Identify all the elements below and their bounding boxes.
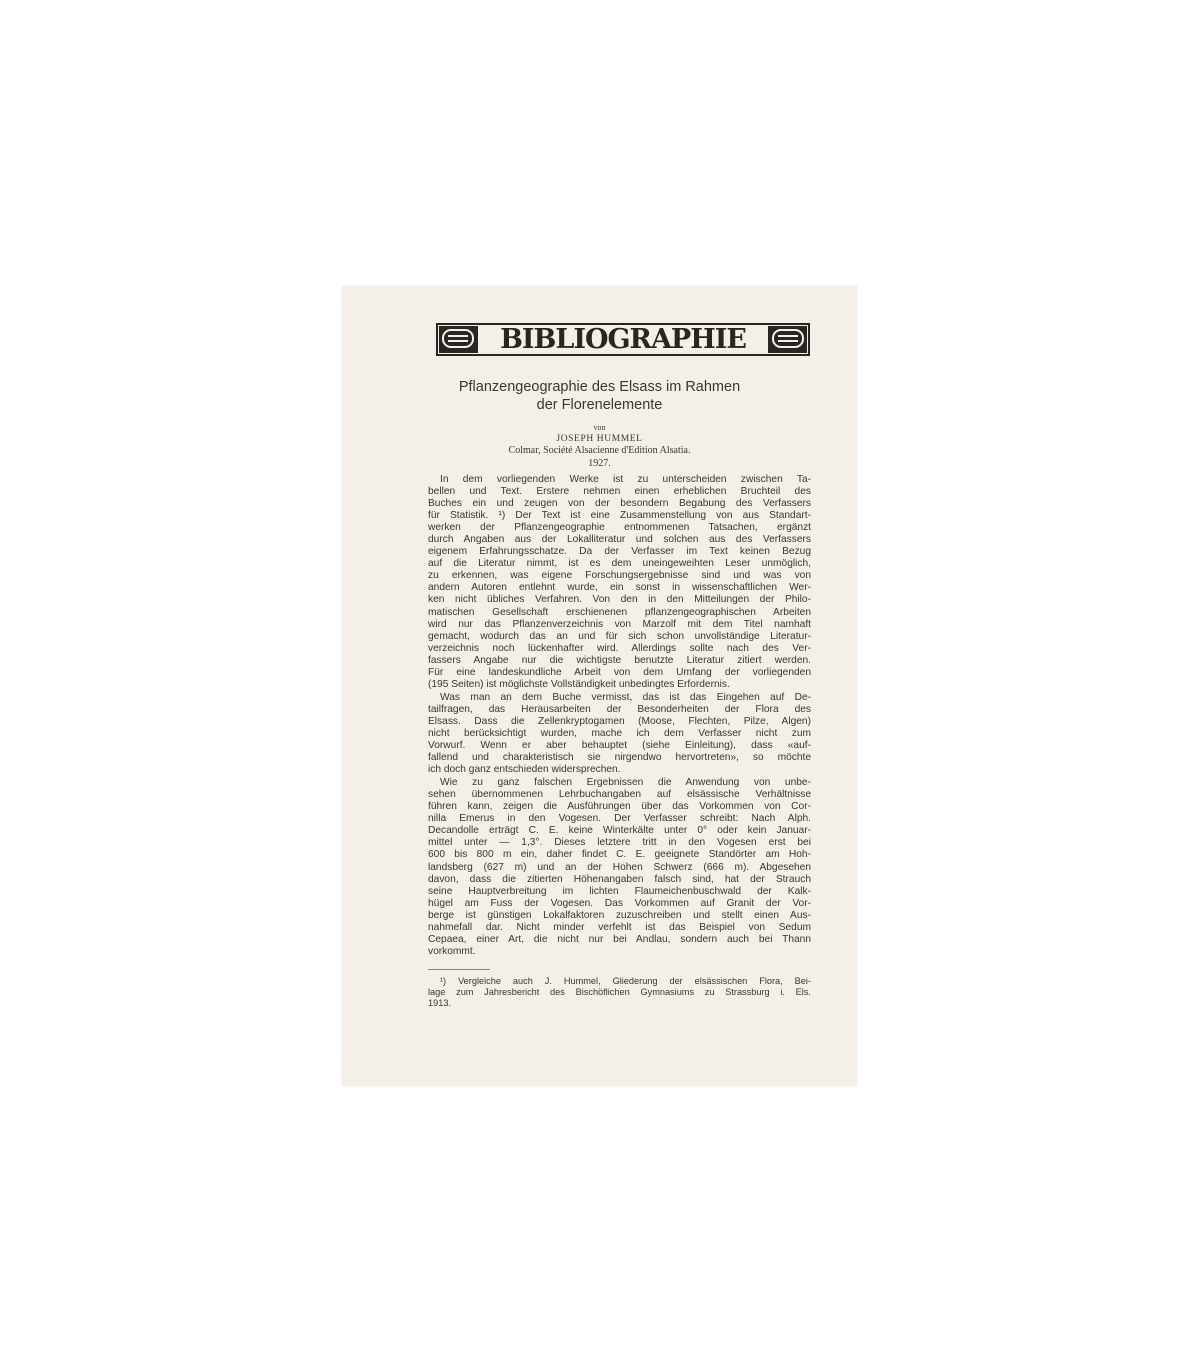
- text-line: (195 Seiten) ist möglichste Vollständigkeit unbedingtes Erfordernis.: [428, 678, 730, 690]
- text-line: für Statistik. ¹) Der Text ist eine Zusammenstellung von aus Standart-: [428, 510, 811, 522]
- bibliographie-banner: [436, 323, 810, 356]
- by-label: von: [593, 423, 606, 432]
- text-line: nilla Emerus in den Vogesen. Der Verfasser schreibt: Nach Alph.: [428, 813, 811, 825]
- paragraph: [428, 692, 811, 776]
- paragraph: [428, 474, 811, 691]
- text-line: Cepaea, einer Art, die nicht nur bei Andlau, sondern auch bei Thann: [428, 933, 811, 945]
- text-line: gemacht, wodurch das an und für sich schon unvollständige Literatur-: [428, 630, 811, 642]
- text-line: 600 bis 800 m ein, daher findet C. E. geeignete Standörter am Hoh-: [428, 849, 811, 861]
- text-line: zu erkennen, was eigene Forschungsergebnisse sind und was von: [428, 570, 811, 582]
- text-line: matischen Gesellschaft erschienenen pflanzengeographischen Arbeiten: [428, 606, 811, 618]
- text-line: nahmefall dar. Nicht minder verfehlt ist das Beispiel von Sedum: [428, 921, 811, 933]
- text-line: fassers Angabe nur die wichtigste benutzte Literatur zitiert werden.: [428, 654, 811, 666]
- text-line: ken nicht übliches Verfahren. Von den in den Mitteilungen der Philo-: [428, 594, 811, 606]
- text-line: ich doch ganz entschieden widersprechen.: [428, 764, 621, 776]
- text-line: Elsass. Dass die Zellenkryptogamen (Moose, Flechten, Pilze, Algen): [428, 715, 811, 727]
- footnote-line: 1913.: [428, 998, 451, 1009]
- text-line: Vorwurf. Wenn er aber behauptet (siehe Einleitung), dass «auf-: [428, 740, 811, 752]
- text-line: auf die Literatur nimmt, ist es dem uneingeweihten Leser unmöglich,: [428, 558, 811, 570]
- footnote: [428, 976, 811, 1010]
- text-line: tailfragen, das Herausarbeiten der Besonderheiten der Flora des: [428, 703, 811, 715]
- text-line: werken der Pflanzengeographie entnommenen Tatsachen, ergänzt: [428, 522, 811, 534]
- text-line: sehen übernommenen Lehrbuchangaben auf elsässische Verhältnisse: [428, 789, 811, 801]
- text-line: Wie zu ganz falschen Ergebnissen die Anwendung von unbe-: [440, 777, 811, 789]
- text-line: wird nur das Pflanzenverzeichnis von Marzolf mit dem Titel namhaft: [428, 618, 811, 630]
- article-meta: [382, 423, 817, 470]
- title-line: Pflanzengeographie des Elsass im Rahmen: [458, 379, 741, 395]
- article-title: [382, 378, 817, 414]
- text-line: nicht berücksichtigt wurden, mache ich dem Verfasser nicht zum: [428, 727, 811, 739]
- text-line: vorkommt.: [428, 945, 476, 957]
- text-line: davon, dass die zitierten Höhenangaben falsch sind, hat der Strauch: [428, 873, 811, 885]
- text-line: Was man an dem Buche vermisst, das ist das Eingehen auf De-: [440, 691, 811, 703]
- banner-title: BIBLIOGRAPHIE: [478, 325, 768, 354]
- title-line: der Florenelemente: [536, 397, 663, 413]
- text-line: durch Angaben aus der Lokalliteratur und solchen aus des Verfassers: [428, 534, 811, 546]
- text-line: Decandolle erträgt C. E. keine Winterkälte unter 0° oder kein Januar-: [428, 825, 811, 837]
- text-line: Für eine landeskundliche Arbeit von dem Umfang der vorliegenden: [428, 666, 811, 678]
- text-line: berge ist günstigen Lokalfaktoren zuzuschreiben und stellt einen Aus-: [428, 909, 811, 921]
- text-line: bellen und Text. Erstere nehmen einen erheblichen Bruchteil des: [428, 486, 811, 498]
- book-ornament-icon: [442, 329, 474, 348]
- text-line: mittel unter — 1,3°. Dieses letztere tritt in den Vogesen erst bei: [428, 837, 811, 849]
- text-line: hügel am Fuss der Vogesen. Das Vorkommen auf Granit der Vor-: [428, 897, 811, 909]
- footnote-divider: [428, 969, 490, 970]
- publisher: Colmar, Société Alsacienne d'Edition Alsatia.: [508, 445, 691, 456]
- author-name: JOSEPH HUMMEL: [556, 434, 643, 444]
- publication-year: 1927.: [588, 458, 611, 469]
- text-line: eigenem Erfahrungsschatze. Da der Verfasser im Text keinen Bezug: [428, 546, 811, 558]
- footnote-line: lage zum Jahresbericht des Bischöflichen Gymnasiums zu Strassburg i. Els.: [428, 987, 811, 998]
- text-line: Buches ein und zeugen von der besondern Begabung des Verfassers: [428, 498, 811, 510]
- paragraph: [428, 777, 811, 958]
- text-line: seine Hauptverbreitung im lichten Flaumeichenbuschwald der Kalk-: [428, 885, 811, 897]
- document-page: [342, 286, 857, 1086]
- text-line: andern Autoren entlehnt wurde, ein sonst in wissenschaftlichen Wer-: [428, 582, 811, 594]
- text-line: In dem vorliegenden Werke ist zu unterscheiden zwischen Ta-: [440, 474, 811, 485]
- article-body: [428, 474, 811, 959]
- text-line: fallend und charakteristisch sie nirgendwo hervortreten», so möchte: [428, 752, 811, 764]
- footnote-line: ¹) Vergleiche auch J. Hummel, Gliederung der elsässischen Flora, Bei-: [440, 976, 811, 986]
- book-ornament-icon: [772, 329, 804, 348]
- text-line: führen kann, zeigen die Ausführungen über das Vorkommen von Cor-: [428, 801, 811, 813]
- text-line: landsberg (627 m) und an der Hohen Schwerz (666 m). Abgesehen: [428, 861, 811, 873]
- text-line: verzeichnis noch lückenhafter wird. Allerdings sollte nach des Ver-: [428, 642, 811, 654]
